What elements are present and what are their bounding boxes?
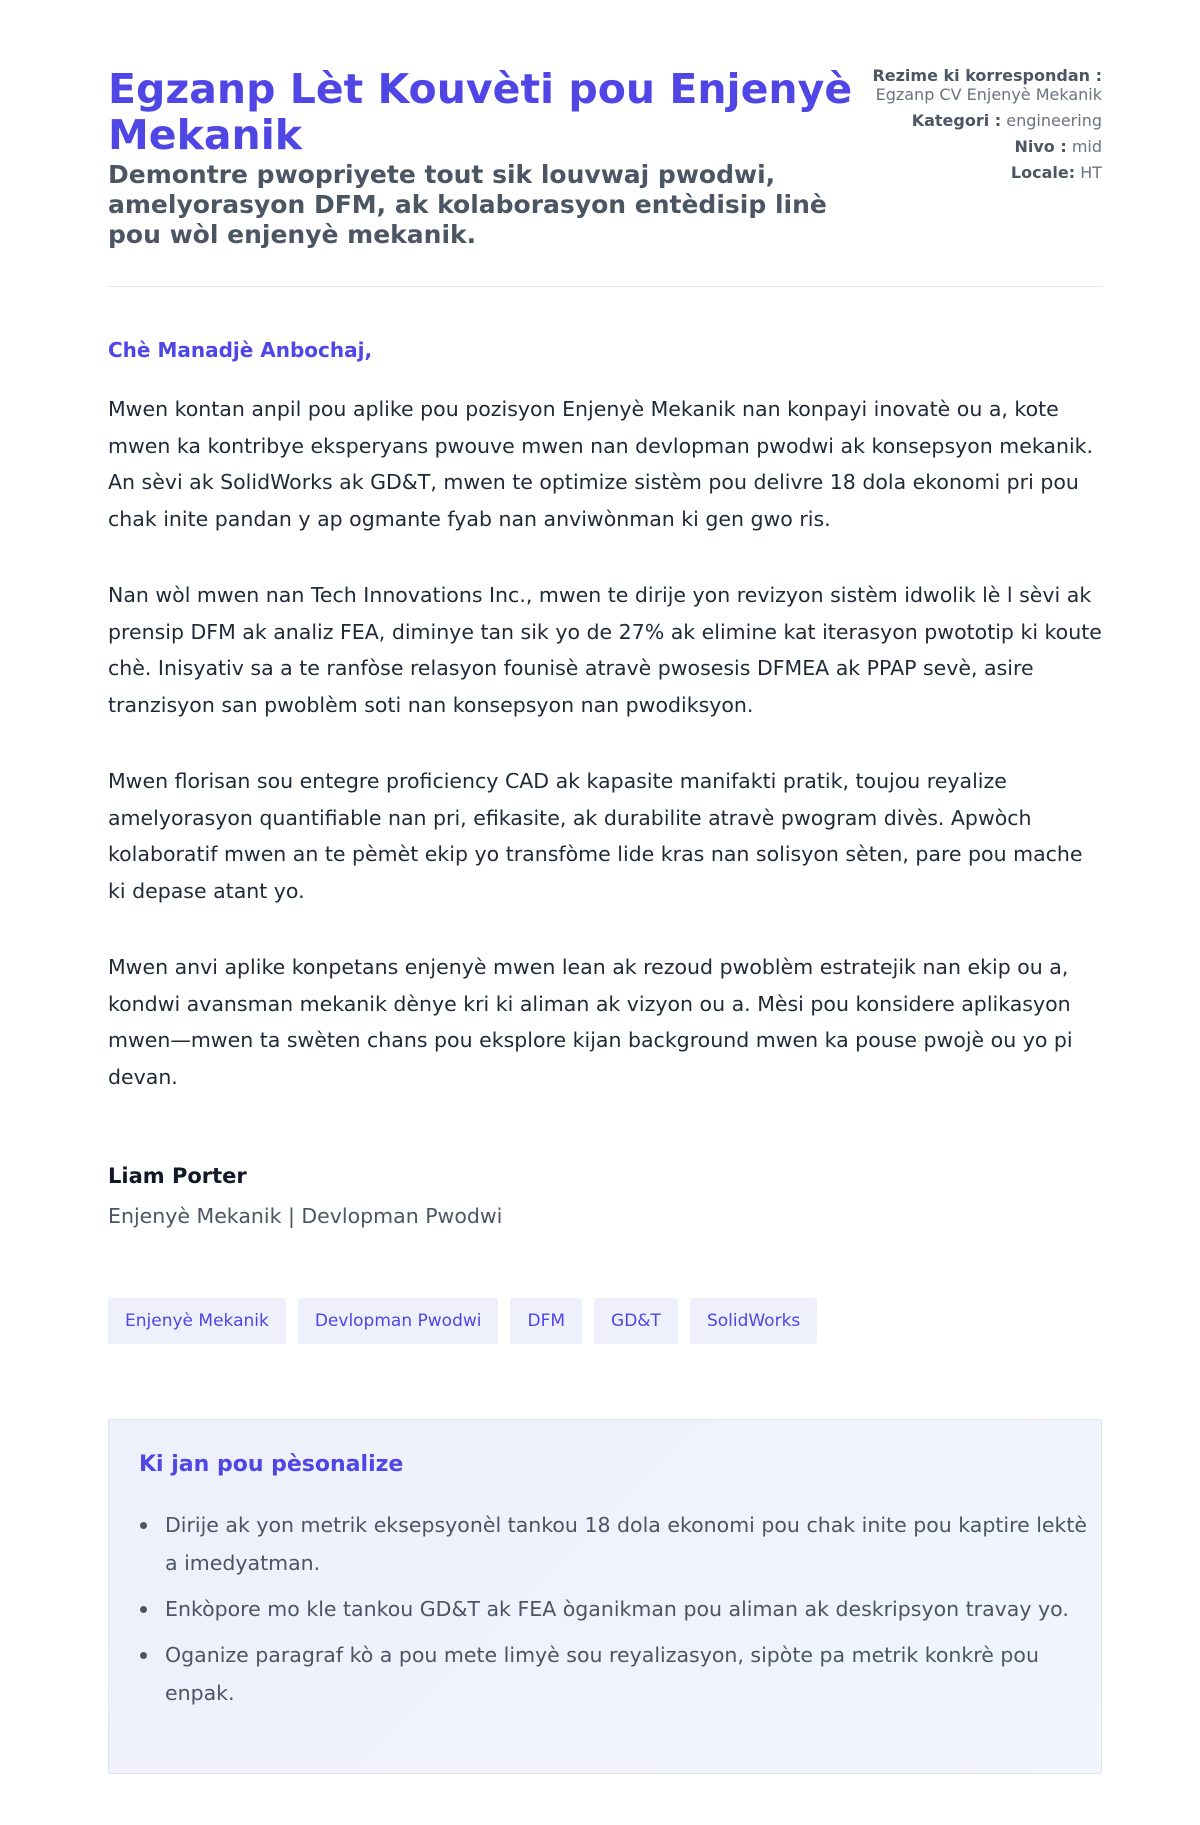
tips-title: Ki jan pou pèsonalize bbox=[139, 1452, 404, 1477]
customization-tips-box bbox=[108, 1419, 1102, 1774]
tag-chip[interactable]: Devlopman Pwodwi bbox=[298, 1298, 499, 1344]
tips-list bbox=[139, 1506, 1095, 1720]
meta-panel bbox=[872, 66, 1102, 189]
meta-key: Nivo : bbox=[1014, 137, 1067, 156]
tip-item bbox=[165, 1636, 1095, 1712]
bullet-icon bbox=[140, 1652, 147, 1659]
signature-title: Enjenyè Mekanik | Devlopman Pwodwi bbox=[108, 1204, 503, 1228]
meta-key: Rezime ki korrespondan : bbox=[872, 66, 1102, 85]
cover-letter-page bbox=[108, 0, 1102, 1705]
tip-item bbox=[165, 1590, 1095, 1628]
meta-level bbox=[872, 137, 1102, 156]
meta-value: engineering bbox=[1006, 111, 1102, 130]
tag-chip[interactable]: DFM bbox=[510, 1298, 582, 1344]
page-header bbox=[108, 0, 1102, 287]
meta-matching-resume bbox=[872, 66, 1102, 104]
bullet-icon bbox=[140, 1522, 147, 1529]
meta-value[interactable]: Egzanp CV Enjenyè Mekanik bbox=[875, 85, 1102, 104]
letter-signature bbox=[108, 1164, 502, 1228]
tag-chip[interactable]: Enjenyè Mekanik bbox=[108, 1298, 286, 1344]
meta-value: mid bbox=[1071, 137, 1102, 156]
page-subtitle: Demontre pwopriyete tout sik louvwaj pwodwi, amelyorasyon DFM, ak kolaborasyon entèdisip linè pou wòl enjenyè mekanik. bbox=[108, 160, 827, 249]
meta-key: Kategori : bbox=[911, 111, 1002, 130]
tip-text: Dirije ak yon metrik eksepsyonèl tankou 18 dola ekonomi pou chak inite pou kaptire lektè a imedyatman. bbox=[165, 1513, 1088, 1575]
meta-locale bbox=[872, 163, 1102, 182]
bullet-icon bbox=[140, 1606, 147, 1613]
letter-paragraph: Mwen kontan anpil pou aplike pou pozisyon Enjenyè Mekanik nan konpayi inovatè ou a, kote mwen ka kontribye eksperyans pwouve mwen nan devlopman pwodwi ak konsepsyon mekanik. An sèvi ak SolidWorks ak GD&T, mwen te optimize sistèm pou delivre 18 dola ekonomi pri pou chak inite pandan y ap ogmante fyab nan anviwònman ki gen gwo ris. bbox=[108, 397, 1094, 531]
signature-name: Liam Porter bbox=[108, 1164, 247, 1188]
meta-value: HT bbox=[1080, 163, 1102, 182]
meta-key: Locale: bbox=[1010, 163, 1076, 182]
tip-text: Oganize paragraf kò a pou mete limyè sou reyalizasyon, sipòte pa metrik konkrè pou enpak. bbox=[165, 1643, 1039, 1705]
tip-item bbox=[165, 1506, 1095, 1582]
meta-category bbox=[872, 111, 1102, 130]
tag-list bbox=[108, 1298, 817, 1344]
tag-chip[interactable]: SolidWorks bbox=[690, 1298, 817, 1344]
tip-text: Enkòpore mo kle tankou GD&T ak FEA òganikman pou aliman ak deskripsyon travay yo. bbox=[165, 1597, 1069, 1621]
letter-salutation: Chè Manadjè Anbochaj, bbox=[108, 338, 373, 362]
page-title: Egzanp Lèt Kouvèti pou Enjenyè Mekanik bbox=[108, 65, 853, 159]
letter-body bbox=[108, 391, 1102, 1135]
tag-chip[interactable]: GD&T bbox=[594, 1298, 678, 1344]
letter-paragraph: Nan wòl mwen nan Tech Innovations Inc., mwen te dirije yon revizyon sistèm idwolik lè l sèvi ak prensip DFM ak analiz FEA, diminye tan sik yo de 27% ak elimine kat iterasyon pwototip ki koute chè. Inisyativ sa a te ranfòse relasyon founisè atravè pwosesis DFMEA ak PPAP sevè, asire tranzisyon san pwoblèm soti nan konsepsyon nan pwodiksyon. bbox=[108, 583, 1102, 717]
letter-paragraph: Mwen anvi aplike konpetans enjenyè mwen lean ak rezoud pwoblèm estratejik nan ekip ou a, kondwi avansman mekanik dènye kri ki aliman ak vizyon ou a. Mèsi pou konsidere aplikasyon mwen—mwen ta swèten chans pou eksplore kijan background mwen ka pouse pwojè ou yo pi devan. bbox=[108, 955, 1073, 1089]
letter-paragraph: Mwen florisan sou entegre proficiency CAD ak kapasite manifakti pratik, toujou reyalize amelyorasyon quantifiable nan pri, efikasite, ak durabilite atravè pwogram divès. Apwòch kolaboratif mwen an te pèmèt ekip yo transfòme lide kras nan solisyon sèten, pare pou mache ki depase atant yo. bbox=[108, 769, 1083, 903]
